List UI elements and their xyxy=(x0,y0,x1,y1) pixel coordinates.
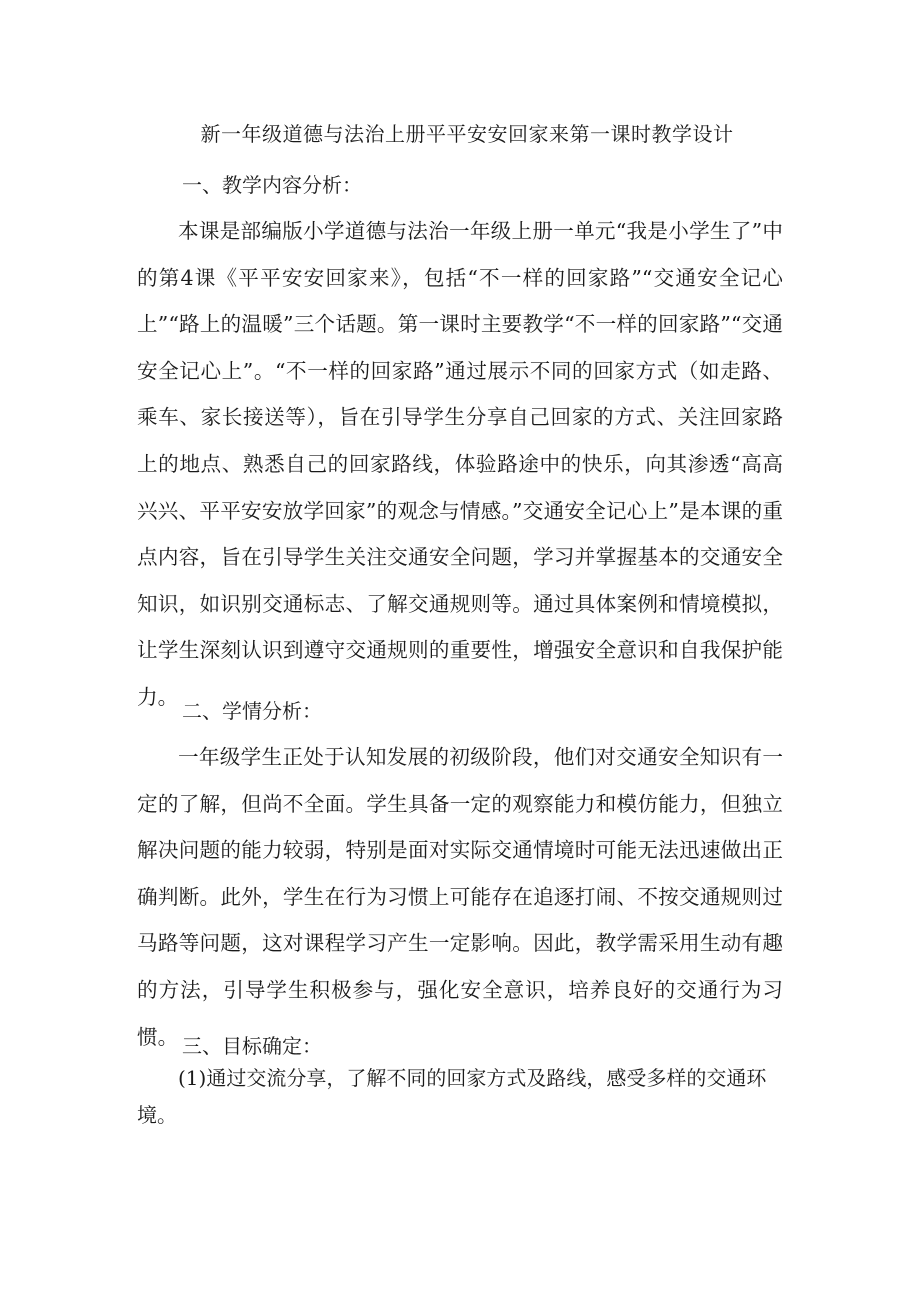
objective-item-1: (1)通过交流分享，了解不同的回家方式及路线，感受多样的交通环境。 xyxy=(137,1066,767,1127)
section-heading-content-analysis: 一、教学内容分析： xyxy=(182,173,362,197)
section-heading-objectives: 三、目标确定： xyxy=(182,1034,322,1058)
section-heading-learner-analysis: 二、学情分析： xyxy=(182,699,322,723)
section-body-learner-analysis: 一年级学生正处于认知发展的初级阶段，他们对交通安全知识有一定的了解，但尚不全面。学生具备一定的观察能力和模仿能力，但独立解决问题的能力较弱，特别是面对实际交通情境时可能无法迅速做出正确判断。此外，学生在行为习惯上可能存在追逐打闹、不按交通规则过马路等问题，这对课程学习产生一定影响。因此，教学需采用生动有趣的方法，引导学生积极参与，强化安全意识，培养良好的交通行为习惯。 xyxy=(137,745,783,1049)
document-title: 新一年级道德与法治上册平平安安回家来第一课时教学设计 xyxy=(200,122,734,146)
section-body-content-analysis: 本课是部编版小学道德与法治一年级上册一单元“我是小学生了”中的第4课《平平安安回家来》，包括“不一样的回家路”“交通安全记心上”“路上的温暖”三个话题。第一课时主要教学“不一样的回家路”“交通安全记心上”。“不一样的回家路”通过展示不同的回家方式（如走路、乘车、家长接送等），旨在引导学生分享自己回家的方式、关注回家路上的地点、熟悉自己的回家路线，体验路途中的快乐，向其渗透“高高兴兴、平平安安放学回家”的观念与情感。”交通安全记心上”是本课的重点内容，旨在引导学生关注交通安全问题，学习并掌握基本的交通安全知识，如识别交通标志、了解交通规则等。通过具体案例和情境模拟，让学生深刻认识到遵守交通规则的重要性，增强安全意识和自我保护能力。 xyxy=(137,219,783,709)
